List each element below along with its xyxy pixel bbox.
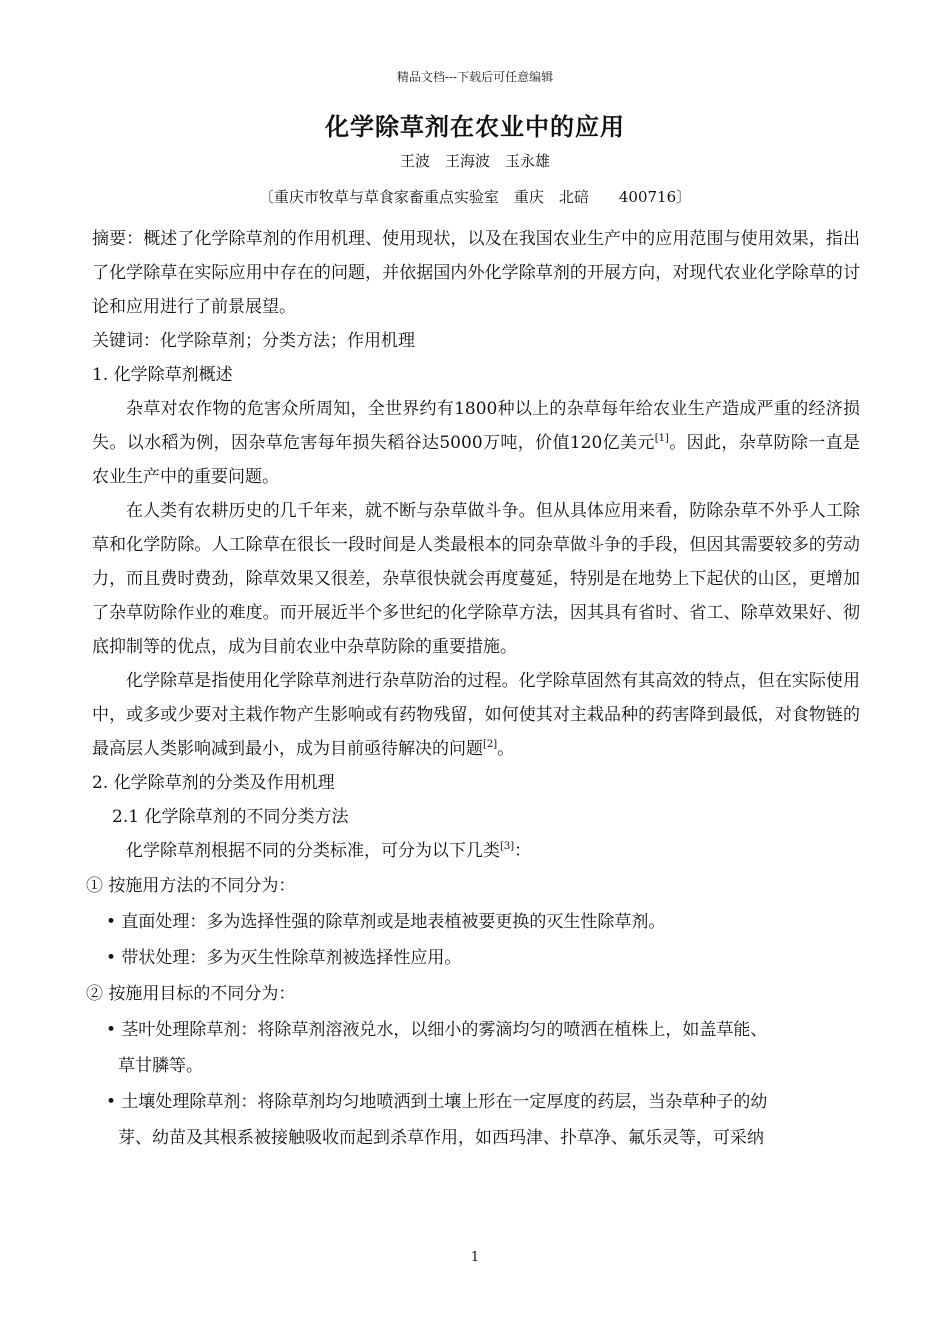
page-number: 1 xyxy=(470,1250,480,1265)
group-1-label: ① 按施用方法的不同分为： xyxy=(86,876,296,896)
affiliation: 〔重庆市牧草与草食家畜重点实验室 重庆 北碚 400716〕 xyxy=(258,188,692,206)
paragraph-text: ： xyxy=(514,841,532,861)
group-2-item-1-continued: 草甘膦等。 xyxy=(118,1056,203,1076)
paragraph-text: 化学除草是指使用化学除草剂进行杂草防治的过程。化学除草固然有其高效的特点，但在实际使用中，或多或少要对主栽作物产生影响或有药物残留，如何使其对主栽品种的药害降到最低，对食物链的最高层人类影响减到最小，成为目前亟待解决的问题 xyxy=(92,671,860,759)
keywords: 关键词：化学除草剂；分类方法；作用机理 xyxy=(92,331,415,351)
citation-ref: [3] xyxy=(500,841,515,852)
paragraph-text: 化学除草剂根据不同的分类标准，可分为以下几类 xyxy=(126,841,500,861)
group-2-item-2: • 土壤处理除草剂：将除草剂均匀地喷洒到土壤上形在一定厚度的药层，当杂草种子的幼 xyxy=(106,1092,768,1112)
paragraph-text: 。因此，杂草防除一直是农业生产中的重要问题。 xyxy=(92,433,860,487)
section-2-heading: 2. 化学除草剂的分类及作用机理 xyxy=(92,773,335,793)
paragraph-text: 。 xyxy=(497,739,515,759)
section-1-paragraph-2: 在人类有农耕历史的几千年来，就不断与杂草做斗争。但从具体应用来看，防除杂草不外乎人工除草和化学防除。人工除草在很长一段时间是人类最根本的同杂草做斗争的手段，但因其需要较多的劳动力，而且费时费劲，除草效果又很差，杂草很快就会再度蔓延，特别是在地势上下起伏的山区，更增加了杂草防除作业的难度。而开展近半个多世纪的化学除草方法，因其具有省时、省工、除草效果好、彻底抑制等的优点，成为目前农业中杂草防除的重要措施。 xyxy=(92,501,860,657)
classification-intro xyxy=(92,834,860,868)
header-note: 精品文档---下载后可任意编辑 xyxy=(396,70,554,84)
section-2-1-heading: 2.1 化学除草剂的不同分类方法 xyxy=(112,807,349,827)
section-1-paragraph-1 xyxy=(92,392,860,494)
document-title: 化学除草剂在农业中的应用 xyxy=(325,112,625,141)
citation-ref: [1] xyxy=(654,433,669,444)
section-1-paragraph-3 xyxy=(92,664,860,766)
group-2-label: ② 按施用目标的不同分为： xyxy=(86,984,296,1004)
group-2-item-2-continued: 芽、幼苗及其根系被接触吸收而起到杀草作用，如西玛津、扑草净、氟乐灵等，可采纳 xyxy=(118,1128,764,1148)
group-1-item-1: • 直面处理：多为选择性强的除草剂或是地表植被要更换的灭生性除草剂。 xyxy=(106,912,666,932)
abstract: 摘要：概述了化学除草剂的作用机理、使用现状，以及在我国农业生产中的应用范围与使用效果，指出了化学除草在实际应用中存在的问题，并依据国内外化学除草剂的开展方向，对现代农业化学除草的讨论和应用进行了前景展望。 xyxy=(92,229,860,317)
group-1-item-2: • 带状处理：多为灭生性除草剂被选择性应用。 xyxy=(106,948,462,968)
document-body xyxy=(86,222,860,1156)
section-1-heading: 1. 化学除草剂概述 xyxy=(92,365,233,385)
paragraph-text: 杂草对农作物的危害众所周知，全世界约有1800种以上的杂草每年给农业生产造成严重的经济损失。以水稻为例，因杂草危害每年损失稻谷达5000万吨，价值120亿美元 xyxy=(92,399,860,453)
authors: 王波 王海波 玉永雄 xyxy=(399,152,550,170)
group-2-item-1: • 茎叶处理除草剂：将除草剂溶液兑水，以细小的雾滴均匀的喷洒在植株上，如盖草能、 xyxy=(106,1020,768,1040)
citation-ref: [2] xyxy=(483,739,498,750)
